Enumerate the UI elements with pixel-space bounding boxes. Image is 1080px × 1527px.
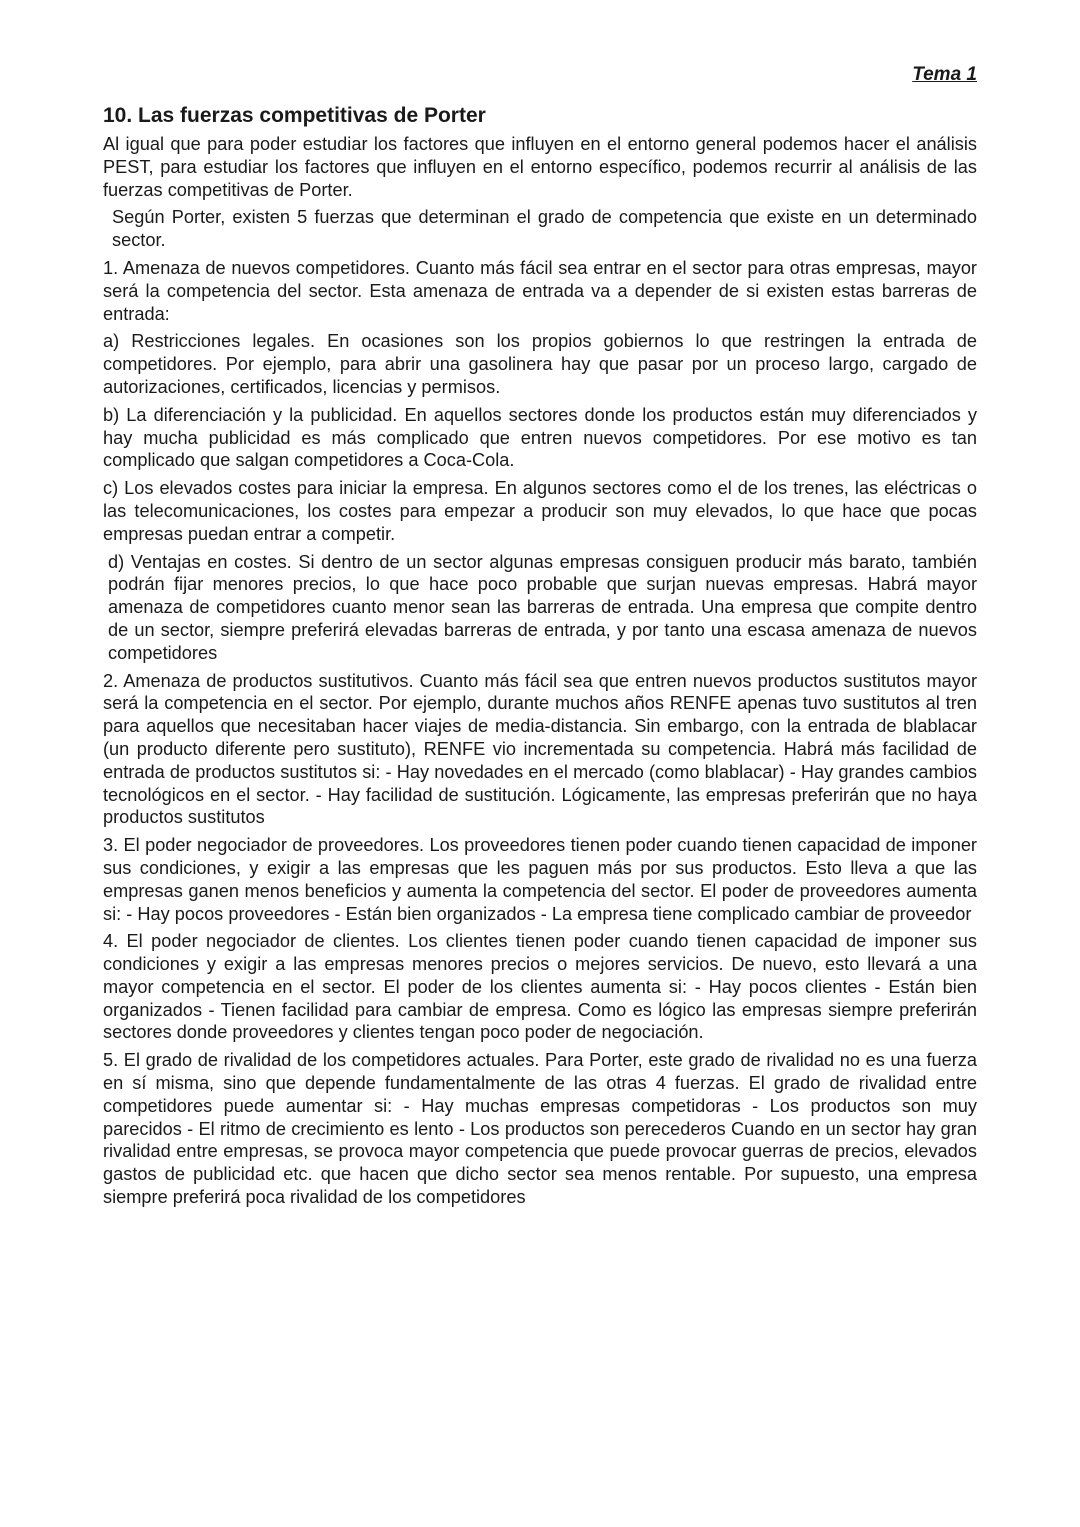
paragraph-force-3: 3. El poder negociador de proveedores. Los proveedores tienen poder cuando tienen capacidad de imponer sus condiciones, y exigir a las empresas que les paguen más por sus productos. Esto lleva a que las empresas ganen menos beneficios y aumenta la competencia del sector. El poder de proveedores aumenta si: - Hay pocos proveedores - Están bien organizados - La empresa tiene complicado cambiar de proveedor	[103, 835, 977, 924]
paragraph-force-4: 4. El poder negociador de clientes. Los clientes tienen poder cuando tienen capacidad de imponer sus condiciones y exigir a las empresas menores precios o mejores servicios. De nuevo, esto llevará a una mayor competencia en el sector. El poder de los clientes aumenta si: - Hay pocos clientes - Están bien organizados - Tienen facilidad para cambiar de empresa. Como es lógico las empresas siempre preferirán sectores donde proveedores y clientes tengan poco poder de negociación.	[103, 931, 977, 1043]
paragraph-barrier-b: b) La diferenciación y la publicidad. En aquellos sectores donde los productos están muy diferenciados y hay mucha publicidad es más complicado que entren nuevos competidores. Por ese motivo es tan complicado que salgan competidores a Coca-Cola.	[103, 404, 977, 471]
paragraph-force-1: 1. Amenaza de nuevos competidores. Cuanto más fácil sea entrar en el sector para otras empresas, mayor será la competencia del sector. Esta amenaza de entrada va a depender de si existen estas barreras de entrada:	[103, 257, 977, 324]
paragraph-intro: Al igual que para poder estudiar los factores que influyen en el entorno general podemos hacer el análisis PEST, para estudiar los factores que influyen en el entorno específico, podemos recurrir al análisis de las fuerzas competitivas de Porter.	[103, 134, 977, 200]
page-header: Tema 1	[912, 64, 977, 85]
document-page	[103, 62, 977, 1214]
paragraph-barrier-a: a) Restricciones legales. En ocasiones son los propios gobiernos lo que restringen la entrada de competidores. Por ejemplo, para abrir una gasolinera hay que pasar por un proceso largo, cargado de autorizaciones, certificados, licencias y permisos.	[103, 331, 977, 397]
paragraph-barrier-d: d) Ventajas en costes. Si dentro de un sector algunas empresas consiguen producir más barato, también podrán fijar menores precios, lo que hace poco probable que surjan nuevas empresas. Habrá mayor amenaza de competidores cuanto menor sean las barreras de entrada. Una empresa que compite dentro de un sector, siempre preferirá elevadas barreras de entrada, y por tanto una escasa amenaza de nuevos competidores	[108, 551, 977, 663]
paragraph-force-2: 2. Amenaza de productos sustitutivos. Cuanto más fácil sea que entren nuevos productos sustitutos mayor será la competencia en el sector. Por ejemplo, durante muchos años RENFE apenas tuvo sustitutos al tren para aquellos que necesitaban hacer viajes de media-distancia. Sin embargo, con la entrada de blablacar (un producto diferente pero sustituto), RENFE vio incrementada su competencia. Habrá más facilidad de entrada de productos sustitutos si: - Hay novedades en el mercado (como blablacar) - Hay grandes cambios tecnológicos en el sector. - Hay facilidad de sustitución. Lógicamente, las empresas preferirán que no haya productos sustitutos	[103, 670, 977, 828]
paragraph-barrier-c: c) Los elevados costes para iniciar la empresa. En algunos sectores como el de los trenes, las eléctricas o las telecomunicaciones, los costes para empezar a producir son muy elevados, lo que hace que pocas empresas puedan entrar a competir.	[103, 478, 977, 544]
paragraph-porter-forces: Según Porter, existen 5 fuerzas que determinan el grado de competencia que existe en un determinado sector.	[112, 207, 977, 251]
paragraph-force-5: 5. El grado de rivalidad de los competidores actuales. Para Porter, este grado de rivalidad no es una fuerza en sí misma, sino que depende fundamentalmente de las otras 4 fuerzas. El grado de rivalidad entre competidores puede aumentar si: - Hay muchas empresas competidoras - Los productos son muy parecidos - El ritmo de crecimiento es lento - Los productos son perecederos Cuando en un sector hay gran rivalidad entre empresas, se provoca mayor competencia que puede provocar guerras de precios, elevados gastos de publicidad etc. que hacen que dicho sector sea menos rentable. Por supuesto, una empresa siempre preferirá poca rivalidad de los competidores	[103, 1050, 977, 1208]
section-title: 10. Las fuerzas competitivas de Porter	[103, 104, 486, 127]
